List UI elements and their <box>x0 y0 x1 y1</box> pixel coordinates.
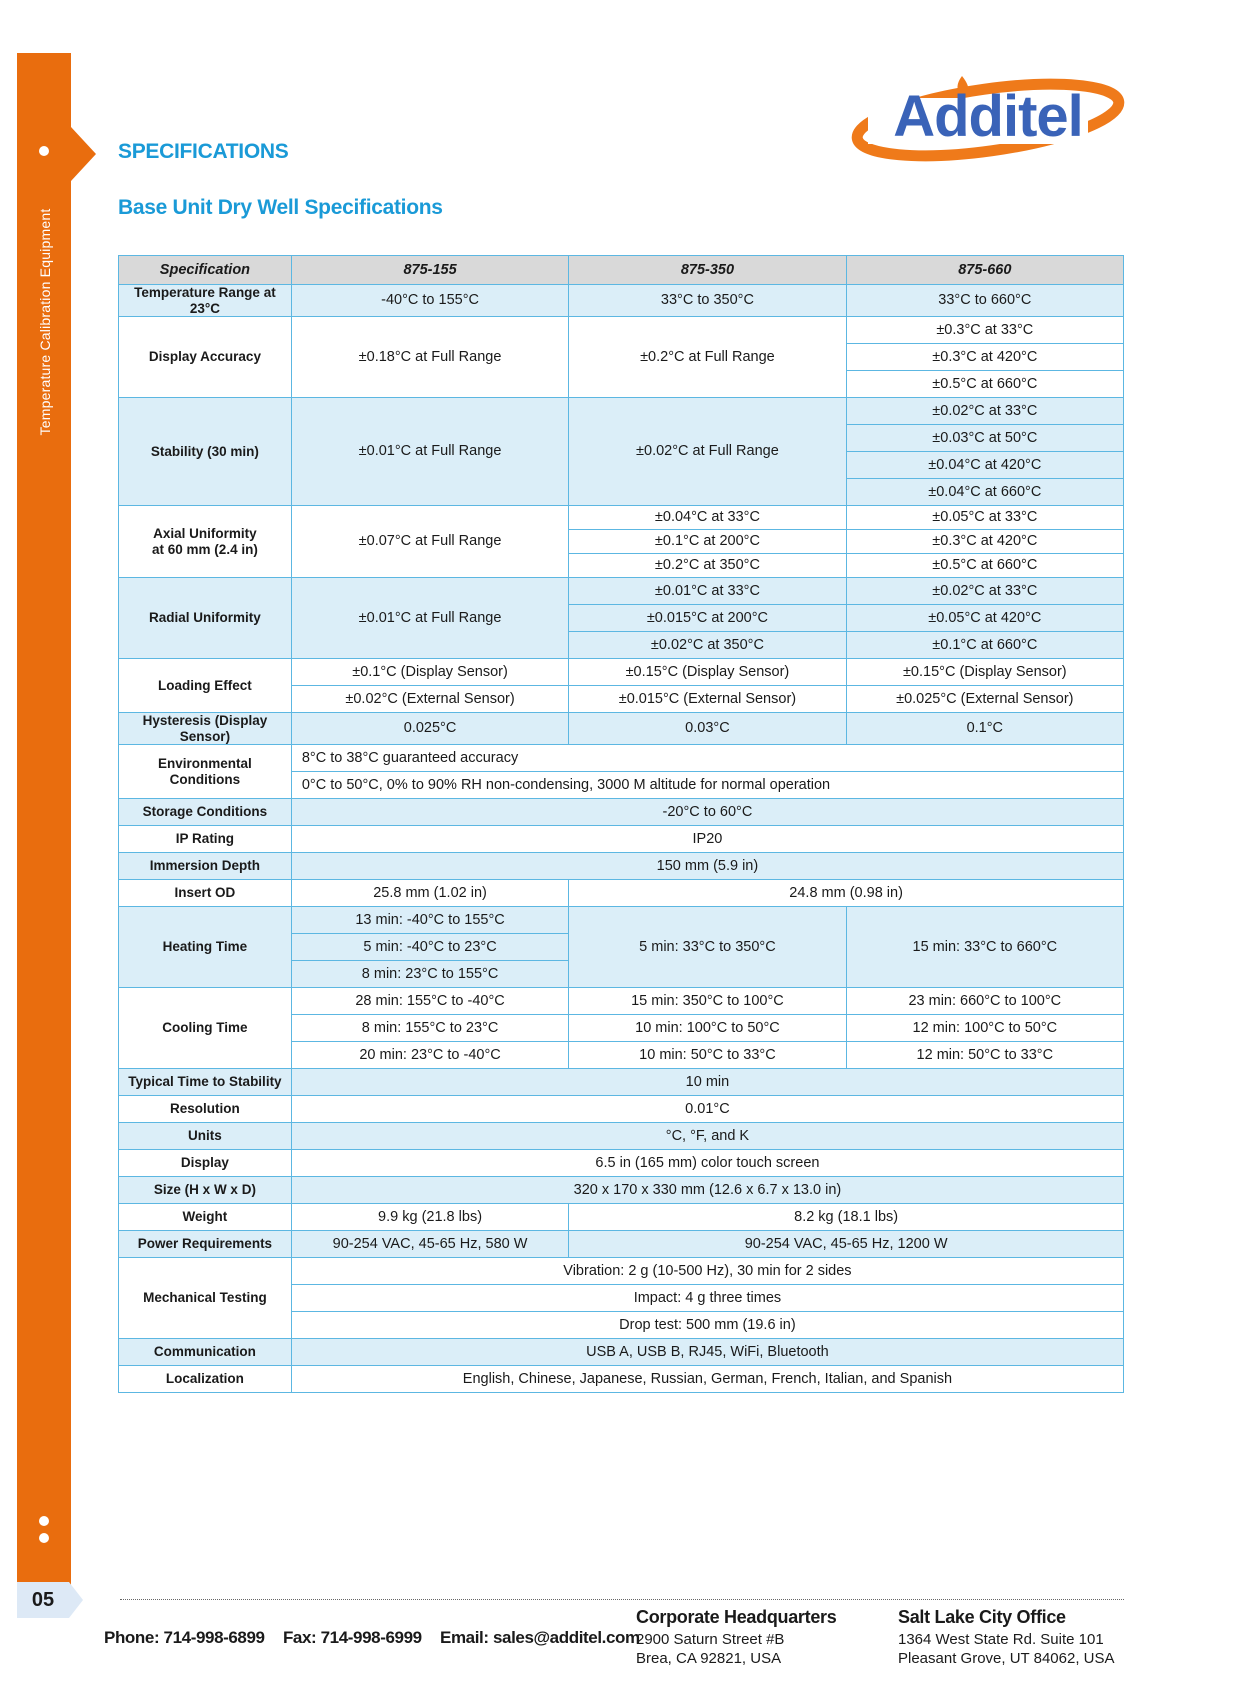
cell: 0.01°C <box>291 1096 1123 1123</box>
cell: 24.8 mm (0.98 in) <box>569 880 1124 907</box>
table-row <box>119 398 1124 425</box>
row-label: Localization <box>119 1366 292 1393</box>
cell: English, Chinese, Japanese, Russian, German, French, Italian, and Spanish <box>291 1366 1123 1393</box>
cell: ±0.1°C (Display Sensor) <box>291 659 568 686</box>
table-row <box>119 1204 1124 1231</box>
cell: 5 min: -40°C to 23°C <box>291 934 568 961</box>
table-header-row <box>119 256 1124 285</box>
cell: ±0.1°C at 660°C <box>846 632 1123 659</box>
row-label: Immersion Depth <box>119 853 292 880</box>
row-label: Resolution <box>119 1096 292 1123</box>
row-label-line: Axial Uniformity <box>153 526 257 542</box>
row-label: Stability (30 min) <box>119 398 292 506</box>
office-address-line: 2900 Saturn Street #B <box>636 1631 785 1648</box>
cell: 5 min: 33°C to 350°C <box>569 907 846 988</box>
table-row <box>119 659 1124 686</box>
table-row <box>119 1123 1124 1150</box>
sidebar-dot <box>39 146 49 156</box>
row-label: Environmental Conditions <box>119 745 292 799</box>
cell: 25.8 mm (1.02 in) <box>291 880 568 907</box>
specifications-table <box>118 255 1124 1393</box>
cell: 0.03°C <box>569 713 846 745</box>
office-title: Corporate Headquarters <box>636 1607 837 1627</box>
cell: 9.9 kg (21.8 lbs) <box>291 1204 568 1231</box>
table-row <box>119 826 1124 853</box>
cell: IP20 <box>291 826 1123 853</box>
cell: °C, °F, and K <box>291 1123 1123 1150</box>
cell: ±0.01°C at Full Range <box>291 398 568 506</box>
row-label: Hysteresis (Display Sensor) <box>119 713 292 745</box>
table-row <box>119 1069 1124 1096</box>
cell: ±0.2°C at Full Range <box>569 317 846 398</box>
row-label: Communication <box>119 1339 292 1366</box>
logo-wordmark: Additel <box>893 84 1083 149</box>
cell: ±0.05°C at 33°C <box>846 506 1123 530</box>
cell: ±0.02°C at 350°C <box>569 632 846 659</box>
cell: ±0.04°C at 420°C <box>846 452 1123 479</box>
cell: 15 min: 33°C to 660°C <box>846 907 1123 988</box>
cell: 0.1°C <box>846 713 1123 745</box>
cell: ±0.04°C at 33°C <box>569 506 846 530</box>
row-label: Radial Uniformity <box>119 578 292 659</box>
row-label: Display <box>119 1150 292 1177</box>
table-row <box>119 1096 1124 1123</box>
table-row <box>119 578 1124 605</box>
row-label: Display Accuracy <box>119 317 292 398</box>
cell: Vibration: 2 g (10-500 Hz), 30 min for 2 sides <box>291 1258 1123 1285</box>
cell: Impact: 4 g three times <box>291 1285 1123 1312</box>
corporate-headquarters <box>636 1608 836 1668</box>
salt-lake-city-office <box>898 1608 1115 1668</box>
cell: ±0.01°C at Full Range <box>291 578 568 659</box>
row-label: Mechanical Testing <box>119 1258 292 1339</box>
footer-divider <box>120 1599 1124 1600</box>
cell: 0.025°C <box>291 713 568 745</box>
cell: 8 min: 23°C to 155°C <box>291 961 568 988</box>
row-label-line: at 60 mm (2.4 in) <box>152 541 258 557</box>
cell: ±0.5°C at 660°C <box>846 371 1123 398</box>
cell: 12 min: 50°C to 33°C <box>846 1042 1123 1069</box>
cell: ±0.1°C at 200°C <box>569 530 846 554</box>
additel-logo <box>850 70 1130 170</box>
sidebar-dot <box>39 1516 49 1526</box>
contact-line <box>104 1628 654 1648</box>
cell: 90-254 VAC, 45-65 Hz, 1200 W <box>569 1231 1124 1258</box>
cell: 0°C to 50°C, 0% to 90% RH non-condensing, 3000 M altitude for normal operation <box>291 772 1123 799</box>
cell: ±0.02°C at 33°C <box>846 398 1123 425</box>
table-row <box>119 853 1124 880</box>
table-row <box>119 1150 1124 1177</box>
cell: 28 min: 155°C to -40°C <box>291 988 568 1015</box>
table-row <box>119 880 1124 907</box>
cell: ±0.02°C (External Sensor) <box>291 686 568 713</box>
row-label: Typical Time to Stability <box>119 1069 292 1096</box>
cell: 33°C to 660°C <box>846 285 1123 317</box>
cell: ±0.02°C at 33°C <box>846 578 1123 605</box>
row-label: Weight <box>119 1204 292 1231</box>
row-label: Units <box>119 1123 292 1150</box>
header-875-660: 875-660 <box>846 256 1123 285</box>
email: Email: sales@additel.com <box>440 1628 640 1647</box>
row-label: IP Rating <box>119 826 292 853</box>
cell: 13 min: -40°C to 155°C <box>291 907 568 934</box>
phone: Phone: 714-998-6899 <box>104 1628 265 1647</box>
cell: ±0.025°C (External Sensor) <box>846 686 1123 713</box>
table-row <box>119 907 1124 934</box>
cell: 8°C to 38°C guaranteed accuracy <box>291 745 1123 772</box>
cell: ±0.15°C (Display Sensor) <box>846 659 1123 686</box>
row-label: Loading Effect <box>119 659 292 713</box>
cell: ±0.015°C (External Sensor) <box>569 686 846 713</box>
cell: ±0.5°C at 660°C <box>846 554 1123 578</box>
header-875-155: 875-155 <box>291 256 568 285</box>
cell: ±0.15°C (Display Sensor) <box>569 659 846 686</box>
cell: USB A, USB B, RJ45, WiFi, Bluetooth <box>291 1339 1123 1366</box>
cell: 6.5 in (165 mm) color touch screen <box>291 1150 1123 1177</box>
cell: 90-254 VAC, 45-65 Hz, 580 W <box>291 1231 568 1258</box>
sidebar-arrow <box>71 127 96 181</box>
cell: ±0.3°C at 420°C <box>846 344 1123 371</box>
row-label: Storage Conditions <box>119 799 292 826</box>
sidebar-label: Temperature Calibration Equipment <box>37 208 53 436</box>
cell: ±0.04°C at 660°C <box>846 479 1123 506</box>
cell: 10 min <box>291 1069 1123 1096</box>
cell: 12 min: 100°C to 50°C <box>846 1015 1123 1042</box>
row-label: Power Requirements <box>119 1231 292 1258</box>
table-row <box>119 506 1124 530</box>
office-address-line: Pleasant Grove, UT 84062, USA <box>898 1650 1115 1667</box>
row-label: Cooling Time <box>119 988 292 1069</box>
cell: ±0.05°C at 420°C <box>846 605 1123 632</box>
cell: 20 min: 23°C to -40°C <box>291 1042 568 1069</box>
cell: ±0.18°C at Full Range <box>291 317 568 398</box>
cell: ±0.2°C at 350°C <box>569 554 846 578</box>
row-label: Size (H x W x D) <box>119 1177 292 1204</box>
cell: ±0.07°C at Full Range <box>291 506 568 578</box>
table-row <box>119 1231 1124 1258</box>
cell: 33°C to 350°C <box>569 285 846 317</box>
cell: -20°C to 60°C <box>291 799 1123 826</box>
office-address-line: Brea, CA 92821, USA <box>636 1650 782 1667</box>
office-title: Salt Lake City Office <box>898 1607 1066 1627</box>
cell: ±0.03°C at 50°C <box>846 425 1123 452</box>
cell: 320 x 170 x 330 mm (12.6 x 6.7 x 13.0 in) <box>291 1177 1123 1204</box>
office-address-line: 1364 West State Rd. Suite 101 <box>898 1631 1104 1648</box>
table-row <box>119 745 1124 772</box>
cell: 15 min: 350°C to 100°C <box>569 988 846 1015</box>
cell: 10 min: 100°C to 50°C <box>569 1015 846 1042</box>
table-row <box>119 1366 1124 1393</box>
table-row <box>119 713 1124 745</box>
cell: ±0.015°C at 200°C <box>569 605 846 632</box>
cell: 150 mm (5.9 in) <box>291 853 1123 880</box>
cell: ±0.3°C at 420°C <box>846 530 1123 554</box>
row-label: Heating Time <box>119 907 292 988</box>
row-label <box>119 506 292 578</box>
cell: ±0.01°C at 33°C <box>569 578 846 605</box>
row-label: Temperature Range at 23°C <box>119 285 292 317</box>
cell: 8.2 kg (18.1 lbs) <box>569 1204 1124 1231</box>
header-specification: Specification <box>119 256 292 285</box>
table-row <box>119 285 1124 317</box>
table-row <box>119 1339 1124 1366</box>
table-row <box>119 799 1124 826</box>
cell: 10 min: 50°C to 33°C <box>569 1042 846 1069</box>
table-row <box>119 317 1124 344</box>
cell: ±0.02°C at Full Range <box>569 398 846 506</box>
cell: 23 min: 660°C to 100°C <box>846 988 1123 1015</box>
cell: -40°C to 155°C <box>291 285 568 317</box>
cell: 8 min: 155°C to 23°C <box>291 1015 568 1042</box>
table-row <box>119 1177 1124 1204</box>
subtitle: Base Unit Dry Well Specifications <box>118 196 443 219</box>
table-row <box>119 988 1124 1015</box>
row-label: Insert OD <box>119 880 292 907</box>
section-title: SPECIFICATIONS <box>118 140 289 163</box>
cell: ±0.3°C at 33°C <box>846 317 1123 344</box>
sidebar-dot <box>39 1533 49 1543</box>
header-875-350: 875-350 <box>569 256 846 285</box>
page-number: 05 <box>17 1582 69 1618</box>
table-row <box>119 1258 1124 1285</box>
cell: Drop test: 500 mm (19.6 in) <box>291 1312 1123 1339</box>
fax: Fax: 714-998-6999 <box>282 1628 422 1647</box>
